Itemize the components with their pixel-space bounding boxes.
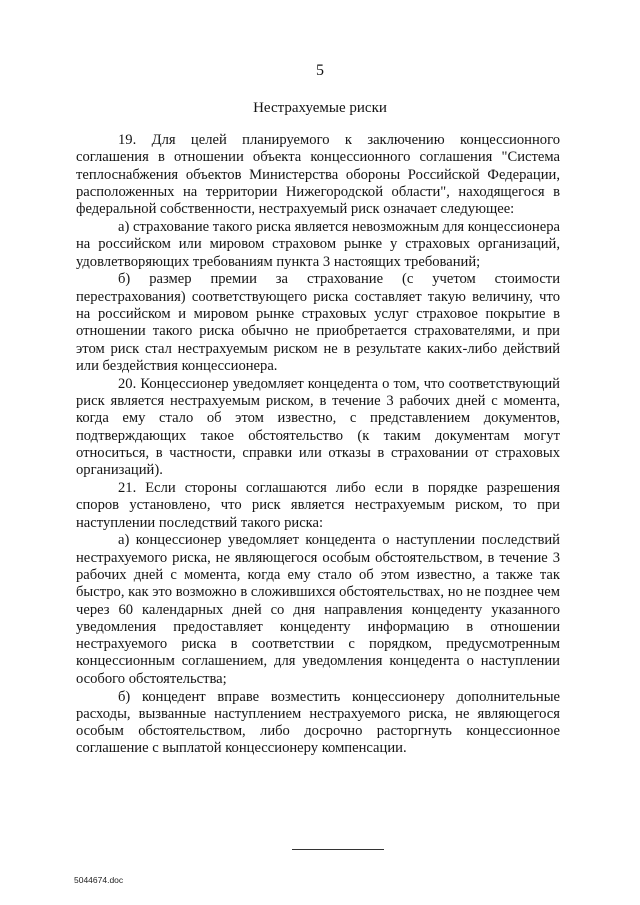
paragraph-19-b: б) размер премии за страхование (с учетом стоимости перестрахования) соответствующего риска составляет такую величину, что на российском и мировом рынке страховых услуг страховое покрытие в отношении такого риска обычно не приобретается страхователями, и при этом риск стал нестрахуемым риском не в результате каких-либо действий или бездействия концессионера. (76, 271, 560, 374)
paragraph-19: 19. Для целей планируемого к заключению концессионного соглашения в отношении объекта концессионного соглашения "Система теплоснабжения объектов Министерства обороны Российской Федерации, расположенных на территории Нижегородской области", находящегося в федеральной собственности, нестрахуемый риск означает следующее: (76, 132, 560, 218)
document-body (76, 132, 560, 758)
paragraph-19-a: а) страхование такого риска является невозможным для концессионера на российском или мировом страховом рынке у страховых организаций, удовлетворяющих требованиям пункта 3 настоящих требований; (76, 218, 560, 270)
paragraph-21-b: б) концедент вправе возместить концессионеру дополнительные расходы, вызванные наступлением нестрахуемого риска, не являющегося особым обстоятельством, либо досрочно расторгнуть концессионное соглашение с выплатой концессионеру компенсации. (76, 688, 560, 757)
document-filename: 5044674.doc (74, 875, 124, 885)
end-divider (292, 849, 384, 850)
paragraph-21-a: а) концессионер уведомляет концедента о наступлении последствий нестрахуемого риска, не являющегося особым обстоятельством, в течение 3 рабочих дней с момента, когда ему стало об этом известно, а также так быстро, как это возможно в сложившихся обстоятельствах, но не позднее чем через 60 календарных дней со дня направления концеденту указанного уведомления предоставляет концеденту информацию в отношении нестрахуемого риска в соответствии с порядком, предусмотренным концессионным соглашением, для уведомления концедента о наступлении особого обстоятельства; (76, 532, 560, 687)
page-number: 5 (316, 62, 324, 79)
paragraph-21: 21. Если стороны соглашаются либо если в порядке разрешения споров установлено, что риск является нестрахуемым риском, то при наступлении последствий такого риска: (76, 479, 560, 531)
paragraph-20: 20. Концессионер уведомляет концедента о том, что соответствующий риск является нестрахуемым риском, в течение 3 рабочих дней с момента, когда ему стало об этом известно, с представлением документов, подтверждающих такое обстоятельство (к таким документам могут относиться, в частности, справки или отказы в страховании от страховых организаций). (76, 375, 560, 479)
section-title: Нестрахуемые риски (253, 100, 387, 116)
